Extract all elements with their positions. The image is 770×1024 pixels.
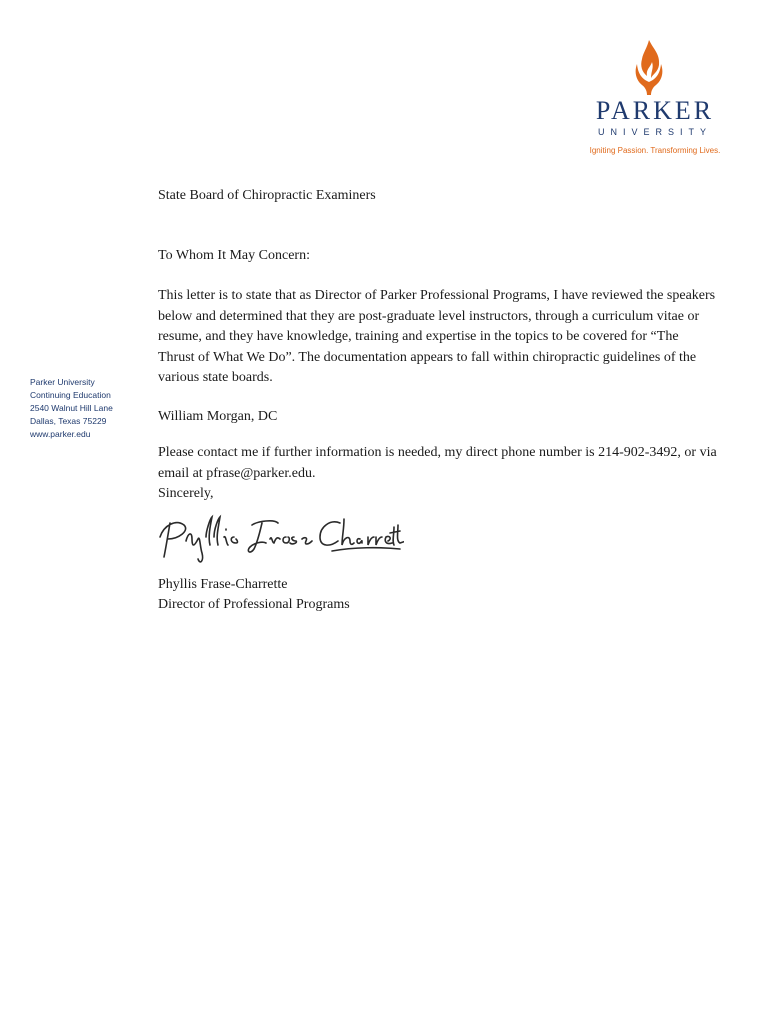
address-line-website: www.parker.edu: [30, 429, 91, 439]
flame-icon: [630, 38, 668, 96]
address-line-street: 2540 Walnut Hill Lane: [30, 403, 113, 413]
handwritten-signature: [154, 507, 404, 567]
letter-paragraph: This letter is to state that as Director of Parker Professional Programs, I have reviewed the speakers below and determined that they are post-graduate level instructors, through a curriculum vitae or resume, and they have knowledge, training and expertise in the topics to be covered for “The Thrust of What We Do”. The documentation appears to fall within chiropractic guidelines of the various state boards.: [158, 288, 716, 385]
contact-paragraph: Please contact me if further information is needed, my direct phone number is 214-902-3492, or via email at pfrase@parker.edu.: [158, 445, 717, 481]
letter-body: [158, 186, 718, 616]
letter-closing: Sincerely,: [158, 486, 214, 501]
sender-address: [30, 376, 140, 441]
address-line-department: Continuing Education: [30, 390, 111, 400]
address-line-institution: Parker University: [30, 377, 95, 387]
signer-name: Phyllis Frase-Charrette: [158, 576, 288, 592]
letter-salutation: To Whom It May Concern:: [158, 247, 310, 263]
brand-name: PARKER: [595, 96, 715, 125]
brand-subtitle: UNIVERSITY: [597, 127, 712, 137]
signer-title: Director of Professional Programs: [158, 597, 350, 612]
address-line-city: Dallas, Texas 75229: [30, 416, 107, 426]
speaker-name: William Morgan, DC: [158, 408, 278, 424]
letter-recipient: State Board of Chiropractic Examiners: [158, 188, 376, 203]
brand-tagline: Igniting Passion. Transforming Lives.: [589, 146, 721, 155]
parker-university-logo: [580, 38, 730, 158]
